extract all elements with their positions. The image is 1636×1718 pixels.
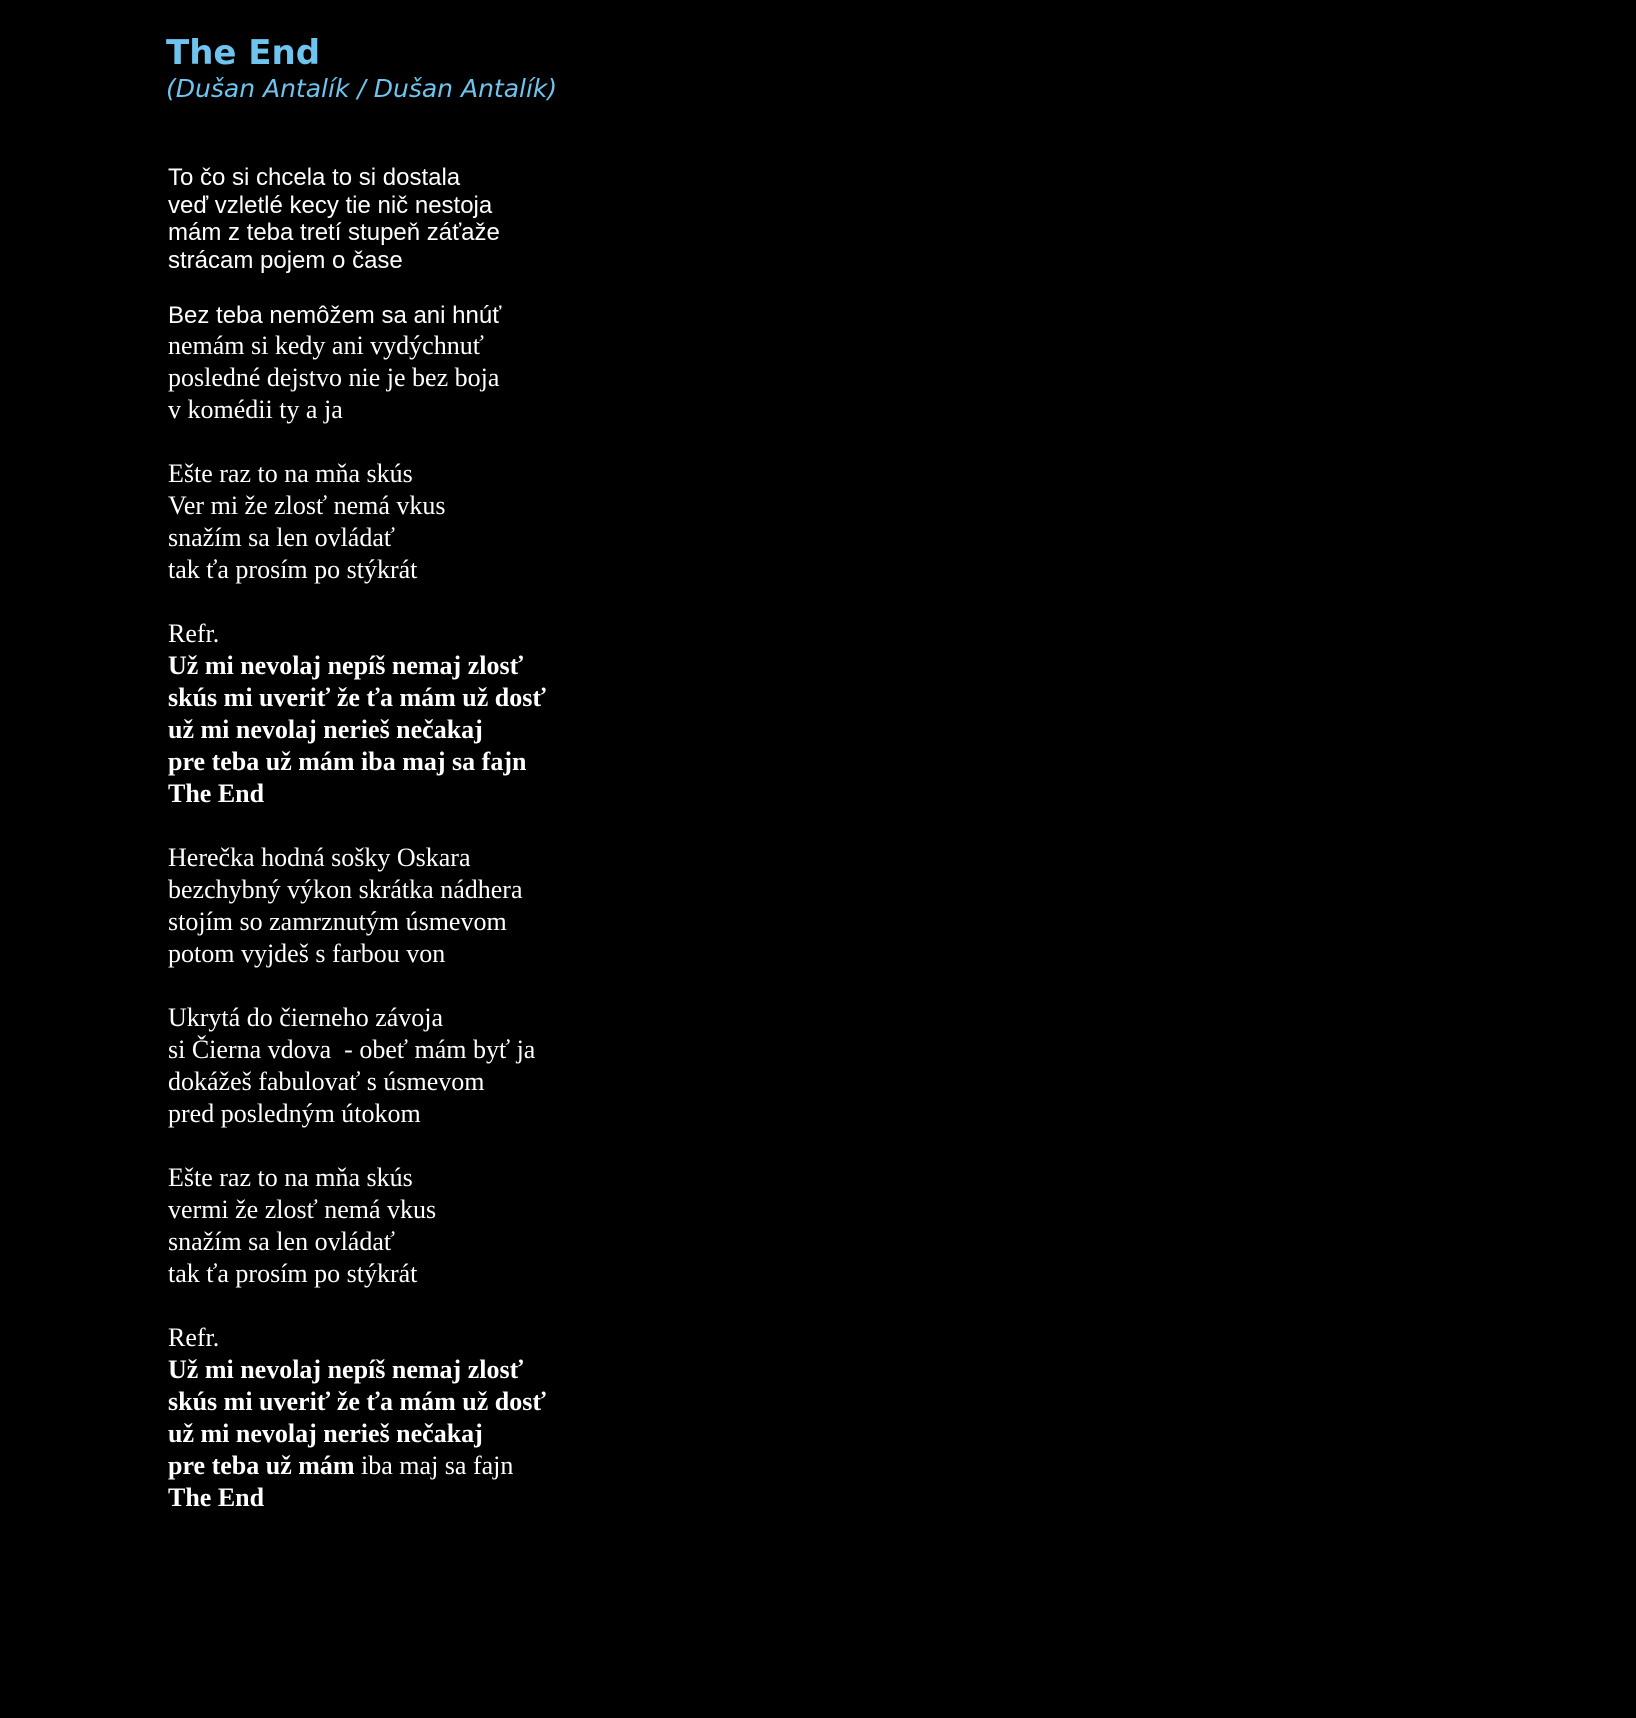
lyric-line: The End [168, 1482, 265, 1512]
lyric-line: The End [168, 778, 265, 808]
lyric-line: nemám si kedy ani vydýchnuť [168, 330, 484, 360]
lyric-line: snažím sa len ovládať [168, 522, 395, 552]
stanza-8 [168, 1162, 546, 1290]
lyric-line: si Čierna vdova - obeť mám byť ja [168, 1034, 536, 1064]
lyric-line: Už mi nevolaj nepíš nemaj zlosť [168, 650, 524, 680]
lyric-line: v komédii ty a ja [168, 394, 343, 424]
lyric-line: mám z teba tretí stupeň záťaže [168, 219, 500, 246]
lyric-line: Ešte raz to na mňa skús [168, 458, 413, 488]
lyric-line: Herečka hodná sošky Oskara [168, 842, 471, 872]
lyric-line: potom vyjdeš s farbou von [168, 938, 446, 968]
lyric-line: Ešte raz to na mňa skús [168, 1162, 413, 1192]
lyric-line: skús mi uveriť že ťa mám už dosť [168, 682, 546, 712]
lyric-line: tak ťa prosím po stýkrát [168, 1258, 418, 1288]
lyric-line: už mi nevolaj nerieš nečakaj [168, 1418, 483, 1448]
song-title: The End [166, 33, 321, 73]
lyric-line: bezchybný výkon skrátka nádhera [168, 874, 523, 904]
refrain-label: Refr. [168, 1322, 220, 1352]
stanza-refrain [168, 618, 546, 810]
stanza-6 [168, 842, 546, 970]
lyric-line: stojím so zamrznutým úsmevom [168, 906, 507, 936]
lyric-line: veď vzletlé kecy tie nič nestoja [168, 191, 493, 219]
lyric-line: už mi nevolaj nerieš nečakaj [168, 714, 483, 744]
lyric-line: pred posledným útokom [168, 1098, 421, 1128]
song-credit: (Dušan Antalík / Dušan Antalík) [166, 74, 558, 103]
lyric-line: To čo si chcela to si dostala [168, 164, 461, 191]
lyric-line: tak ťa prosím po stýkrát [168, 554, 418, 584]
lyric-line: pre teba už mám iba maj sa fajn [168, 746, 527, 776]
lyric-line: snažím sa len ovládať [168, 1226, 395, 1256]
lyric-line: vermi že zlosť nemá vkus [168, 1194, 437, 1224]
lyric-line: skús mi uveriť že ťa mám už dosť [168, 1386, 546, 1416]
lyric-line [168, 1450, 546, 1482]
stanza-3 [168, 330, 546, 426]
refrain-label: Refr. [168, 618, 220, 648]
stanza-refrain-2 [168, 1322, 546, 1514]
stanza-4 [168, 458, 546, 586]
lyric-line: Ukrytá do čierneho závoja [168, 1002, 444, 1032]
lyric-regular-part: iba maj sa fajn [354, 1450, 514, 1480]
lyric-line: Ver mi že zlosť nemá vkus [168, 490, 446, 520]
lyric-bold-part: pre teba už mám [168, 1450, 355, 1480]
lyric-line: posledné dejstvo nie je bez boja [168, 362, 500, 392]
lyrics [168, 164, 546, 1546]
lyric-line: Bez teba nemôžem sa ani hnúť [168, 302, 502, 329]
stanza-2 [168, 302, 546, 330]
lyric-line: Už mi nevolaj nepíš nemaj zlosť [168, 1354, 524, 1384]
lyric-line: dokážeš fabulovať s úsmevom [168, 1066, 485, 1096]
stanza-1 [168, 164, 546, 274]
lyric-line: strácam pojem o čase [168, 246, 403, 274]
stanza-7 [168, 1002, 546, 1130]
